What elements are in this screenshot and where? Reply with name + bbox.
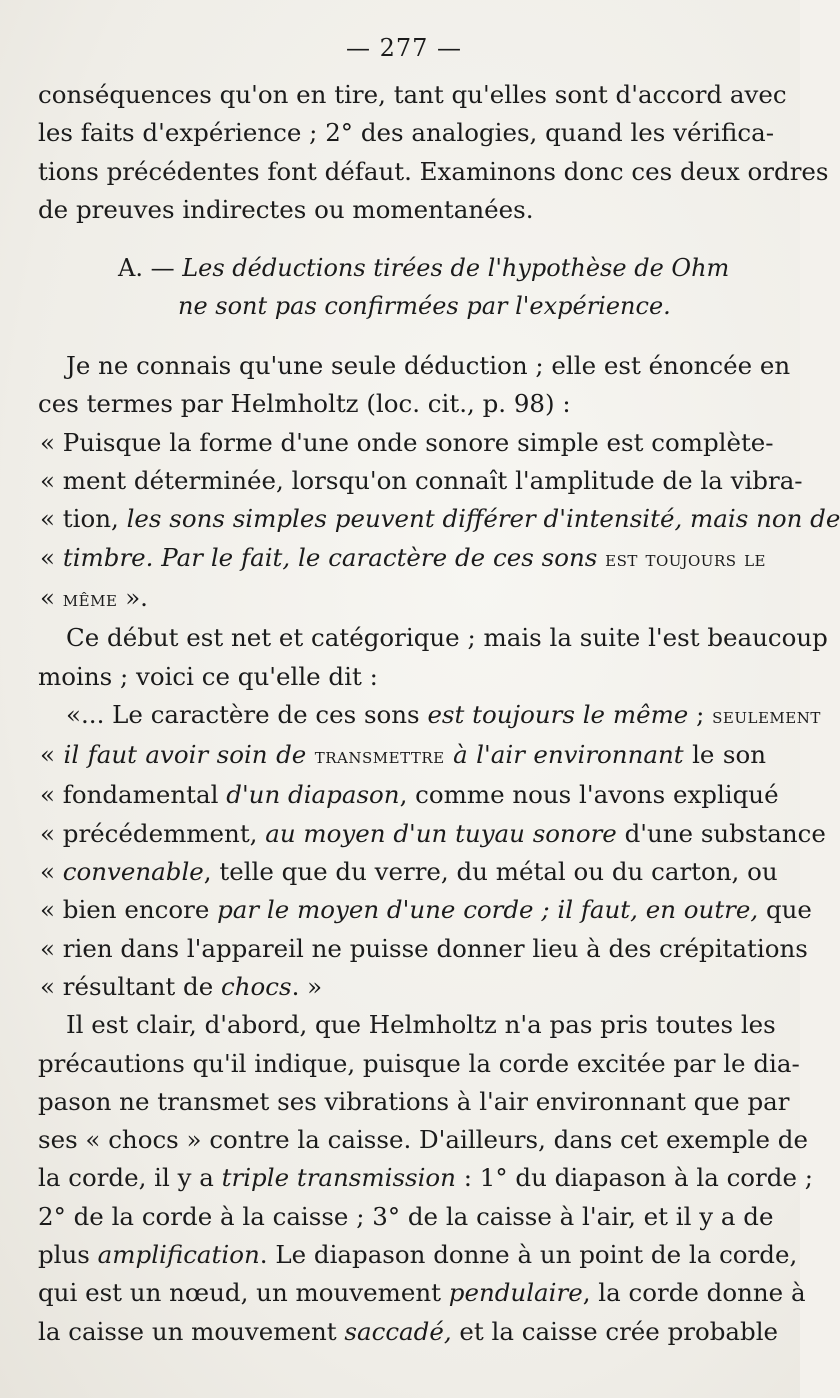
paragraph-1 [38, 76, 829, 229]
quote-line [38, 696, 821, 736]
text-line [38, 1313, 779, 1351]
quote-text: « [40, 857, 63, 887]
text-line: ces termes par Helmholtz (loc. cit., p. 98) : [38, 389, 571, 419]
quote-italic: par le moyen d'une corde ; il faut, en outre, [217, 895, 759, 925]
quote-italic: chocs [221, 971, 292, 1001]
quote-line [38, 776, 779, 814]
quote-text: d'une substance [616, 818, 826, 848]
quote-text: « tion, [40, 504, 127, 534]
heading-line-2: ne sont pas confirmées par l'expérience. [178, 292, 671, 321]
quote-italic: à l'air environnant [444, 740, 684, 770]
text-line: précautions qu'il indique, puisque la corde excitée par le dia- [38, 1048, 800, 1078]
paragraph-2 [38, 347, 791, 424]
paragraph-3 [38, 619, 828, 696]
quote-text: « [40, 740, 64, 770]
quote-small-caps: transmettre [314, 744, 445, 770]
quote-line [38, 579, 766, 619]
quote-text: ». [117, 582, 148, 612]
quote-small-caps: est toujours le [605, 546, 766, 572]
text-run: la caisse un mouvement [38, 1316, 345, 1346]
quote-line: « ment déterminée, lorsqu'on connaît l'amplitude de la vibra- [40, 466, 803, 496]
section-heading [38, 249, 770, 325]
quote-line [38, 736, 766, 776]
text-line: les faits d'expérience ; 2° des analogies, quand les vérifica- [38, 118, 774, 148]
text-line: moins ; voici ce qu'elle dit : [38, 661, 378, 691]
quote-line [38, 815, 826, 853]
quote-text: , comme nous l'avons expliqué [399, 780, 779, 810]
italic-run: pendulaire [448, 1278, 583, 1308]
quote-text: « [40, 542, 63, 572]
heading-prefix: A. — [118, 254, 183, 283]
italic-run: triple transmission [221, 1163, 456, 1193]
text-line: de preuves indirectes ou momentanées. [38, 194, 534, 224]
quote-small-caps: même [62, 586, 118, 612]
text-run: qui est un nœud, un mouvement [38, 1278, 449, 1308]
quote-text: «... Le caractère de ces sons [66, 699, 428, 729]
text-run: , la corde donne à [582, 1278, 806, 1308]
quote-text: le son [683, 740, 767, 770]
quote-italic: timbre. Par le fait, le caractère de ces sons [62, 542, 606, 572]
text-line [38, 1236, 798, 1274]
italic-run: amplification [97, 1240, 260, 1270]
quote-text: ; [688, 699, 713, 729]
text-run: plus [38, 1240, 98, 1270]
text-run: : 1° du diapason à la corde ; [455, 1163, 813, 1193]
paragraph-4 [38, 1006, 813, 1351]
quote-italic: au moyen d'un tuyau sonore [265, 818, 617, 848]
quote-line [38, 891, 812, 929]
quote-text: « précédemment, [40, 818, 266, 848]
quotation-1 [38, 424, 840, 619]
quote-line [38, 968, 766, 1006]
quote-text: « résultant de [40, 971, 222, 1001]
quote-text: « bien encore [40, 895, 218, 925]
quote-line [38, 853, 778, 891]
quote-italic: convenable [62, 857, 204, 887]
heading-text: Les déductions tirées de l'hypothèse de Ohm [182, 254, 730, 283]
text-line: tions précédentes font défaut. Examinons donc ces deux ordres [38, 156, 829, 186]
text-line: ses « chocs » contre la caisse. D'ailleurs, dans cet exemple de [38, 1125, 808, 1155]
quote-text: que [758, 895, 812, 925]
quotation-2 [38, 696, 826, 1006]
quote-line: « rien dans l'appareil ne puisse donner lieu à des crépitations [40, 933, 808, 963]
text-run: . Le diapason donne à un point de la corde, [259, 1240, 798, 1270]
text-run: la corde, il y a [38, 1163, 222, 1193]
italic-run: saccadé, [344, 1316, 452, 1346]
quote-line [38, 500, 840, 538]
text-line: pason ne transmet ses vibrations à l'air environnant que par [38, 1086, 790, 1116]
quote-italic: les sons simples peuvent différer d'intensité, mais non de [126, 504, 840, 534]
quote-italic: il faut avoir soin de [63, 740, 315, 770]
text-line: Ce début est net et catégorique ; mais la suite l'est beaucoup [66, 623, 828, 653]
quote-line: « Puisque la forme d'une onde sonore simple est complète- [40, 427, 774, 457]
text-line [38, 1274, 806, 1312]
quote-text: , telle que du verre, du métal ou du carton, ou [203, 857, 778, 887]
text-run: et la caisse crée probable [451, 1316, 779, 1346]
text-line: Il est clair, d'abord, que Helmholtz n'a pas pris toutes les [66, 1010, 776, 1040]
quote-text: « [40, 582, 63, 612]
quote-small-caps: seulement [712, 703, 821, 729]
quote-italic: est toujours le même [427, 699, 689, 729]
heading-line-1 [38, 249, 770, 287]
text-line [38, 1159, 813, 1197]
quote-line [38, 539, 766, 579]
quote-text: « fondamental [40, 780, 227, 810]
quote-italic: d'un diapason [226, 780, 400, 810]
text-line: Je ne connais qu'une seule déduction ; elle est énoncée en [66, 351, 791, 381]
page-number: — 277 — [345, 34, 463, 62]
text-line: 2° de la corde à la caisse ; 3° de la caisse à l'air, et il y a de [38, 1201, 774, 1231]
quote-text: . » [291, 971, 323, 1001]
text-line: conséquences qu'on en tire, tant qu'elles sont d'accord avec [38, 80, 787, 109]
